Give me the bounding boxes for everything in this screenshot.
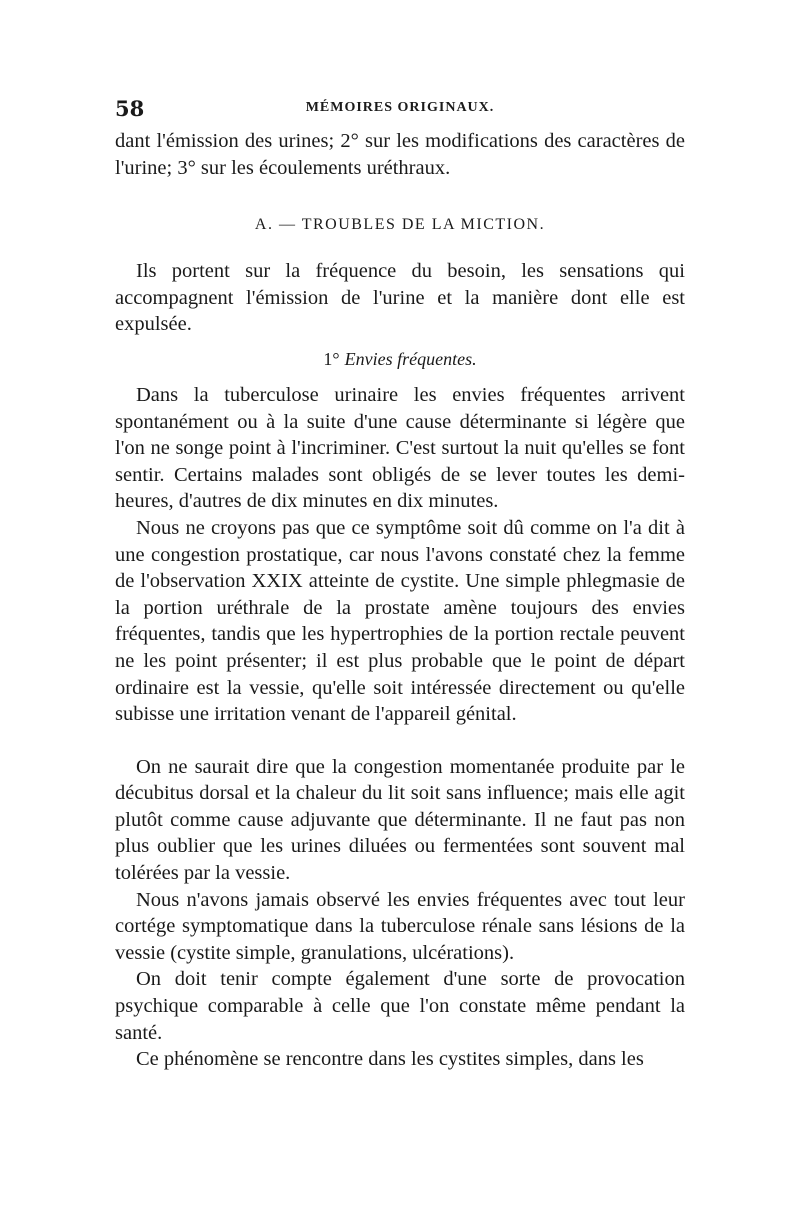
- subheading-title: Envies fréquentes.: [344, 348, 477, 369]
- paragraph: Nous n'avons jamais observé les envies fréquentes avec tout leur cortége symptomatique dans la tuberculose rénale sans lésions de la vessie (cystite simple, granulations, ulcérations).: [115, 888, 685, 964]
- paragraph: On ne saurait dire que la congestion momentanée produite par le décubitus dorsal et la chaleur du lit soit sans influence; mais elle agit plutôt comme cause adjuvante que déterminante. Il ne faut pas non plus oublier que les urines diluées ou fermentées sont souvent mal tolérées par la vessie.: [115, 755, 685, 885]
- paragraph: Dans la tuberculose urinaire les envies fréquentes arrivent spontanément ou à la suite d'une cause déterminante si légère que l'on ne songe point à l'incriminer. C'est surtout la nuit qu'elles se font sentir. Certains malades sont obligés de se lever toutes les demi-heures, d'autres de dix minutes en dix minutes.: [115, 383, 685, 513]
- paragraph: Ce phénomène se rencontre dans les cystites simples, dans les: [136, 1048, 644, 1071]
- subheading: [115, 348, 685, 370]
- paragraph-continuation: dant l'émission des urines; 2° sur les modifications des caractères de l'urine; 3° sur les écoulements uréthraux.: [115, 130, 685, 179]
- subheading-number: 1°: [323, 348, 340, 369]
- section-heading: A. — TROUBLES DE LA MICTION.: [254, 216, 546, 234]
- page-header: [115, 96, 685, 120]
- running-head: MÉMOIRES ORIGINAUX.: [305, 100, 495, 115]
- paragraph: Ils portent sur la fréquence du besoin, les sensations qui accompagnent l'émission de l'urine et la manière dont elle est expulsée.: [115, 260, 685, 336]
- paragraph: On doit tenir compte également d'une sorte de provocation psychique comparable à celle que l'on constate même pendant la santé.: [115, 968, 685, 1044]
- page-number: 58: [115, 96, 145, 121]
- paragraph: Nous ne croyons pas que ce symptôme soit dû comme on l'a dit à une congestion prostatique, car nous l'avons constaté chez la femme de l'observation XXIX atteinte de cystite. Une simple phlegmasie de la portion uréthrale de la prostate amène toujours des envies fréquentes, tandis que les hypertrophies de la portion rectale peuvent ne les point présenter; il est plus probable que le point de départ ordinaire est la vessie, qu'elle soit intéressée directement ou qu'elle subisse une irritation venant de l'appareil génital.: [115, 516, 685, 726]
- body-text: [115, 128, 685, 1073]
